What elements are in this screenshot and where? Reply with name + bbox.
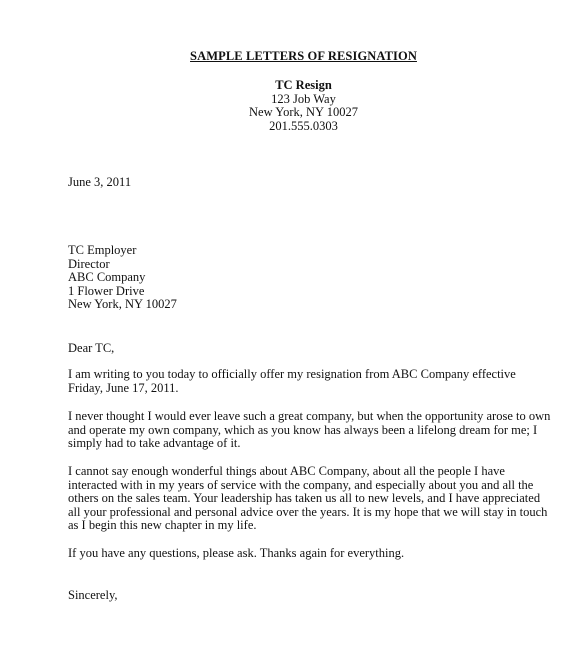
sender-street: 123 Job Way [271,91,336,106]
recipient-city-line: New York, NY 10027 [68,297,177,311]
paragraph-line: as I begin this new chapter in my life. [68,518,257,532]
paragraph-line: Friday, June 17, 2011. [68,380,179,395]
paragraph-line: If you have any questions, please ask. Thanks again for everything. [68,546,405,560]
sender-name: TC Resign [275,78,332,92]
body-paragraph-1 [68,368,548,395]
paragraph-line: others on the sales team. Your leadership has taken us all to new levels, and I have appreciated [68,491,541,505]
recipient-title: Director [68,256,110,271]
sender-city-line: New York, NY 10027 [249,105,358,119]
sender-phone: 201.555.0303 [269,118,338,133]
paragraph-line: I am writing to you today to officially offer my resignation from ABC Company effective [68,367,516,381]
sender-address-block [0,79,585,133]
body-paragraph-3 [68,465,548,533]
recipient-street: 1 Flower Drive [68,283,145,298]
body-paragraph-2 [68,409,551,451]
paragraph-line: I cannot say enough wonderful things about ABC Company, about all the people I have [68,464,505,478]
paragraph-line: all your professional and personal advice over the years. It is my hope that we will stay in touch [68,504,548,519]
paragraph-line: simply had to take advantage of it. [68,436,241,450]
document-title: SAMPLE LETTERS OF RESIGNATION [190,49,417,63]
recipient-address-block [68,244,177,312]
body-paragraph-4 [68,547,548,561]
recipient-name: TC Employer [68,243,137,257]
letter-date: June 3, 2011 [68,175,132,189]
paragraph-line: and operate my own company, which as you know has always been a lifelong dream for me; I [68,422,538,437]
salutation: Dear TC, [68,341,115,355]
paragraph-line: interacted with in my years of service with the company, and especially about you and all the [68,477,534,492]
paragraph-line: I never thought I would ever leave such a great company, but when the opportunity arose to own [68,409,551,423]
closing: Sincerely, [68,588,118,602]
recipient-company: ABC Company [68,270,146,284]
